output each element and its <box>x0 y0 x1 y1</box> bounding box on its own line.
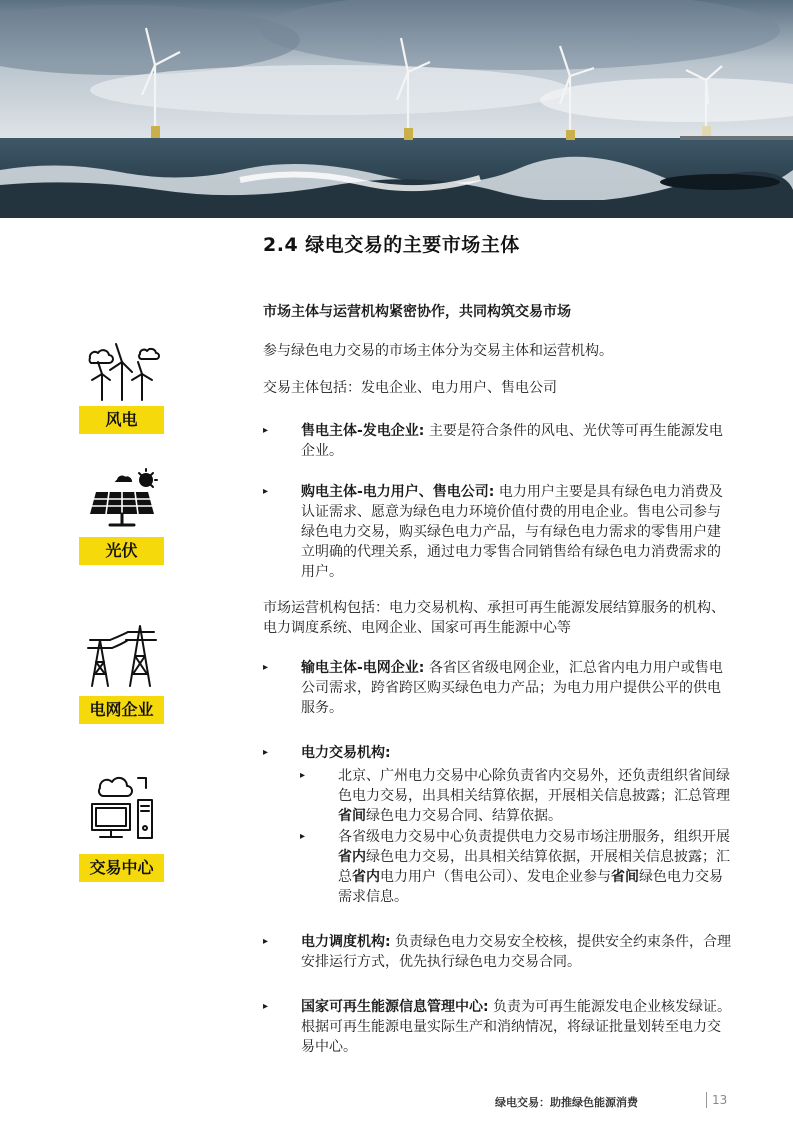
bullet-text: 主要是符合条件的风电、光伏等可再生能源发电企业。 <box>301 423 723 459</box>
sidebar-exchange <box>79 770 164 882</box>
sidebar-solar <box>79 468 164 565</box>
bullet-grid <box>263 658 733 718</box>
footer-divider <box>706 1092 707 1108</box>
solar-panel-icon <box>82 468 162 528</box>
sidebar-label-grid: 电网企业 <box>79 696 164 724</box>
bullet-dispatch <box>263 932 733 972</box>
sub-bullet-emphasis: 省间 <box>338 808 366 824</box>
bullet-text: 负责绿色电力交易安全校核，提供安全约束条件，合理安排运行方式，优先执行绿色电力交易合同。 <box>301 934 732 970</box>
bullet-text: 负责为可再生能源发电企业核发绿证。根据可再生能源电量实际生产和消纳情况，将绿证批量划转至电力交易中心。 <box>301 999 732 1055</box>
sub-bullet-text: 电力用户（售电公司）、发电企业参与 <box>380 869 611 885</box>
paragraph-intro: 参与绿色电力交易的市场主体分为交易主体和运营机构。 <box>263 343 613 359</box>
bullet-exchange <box>263 743 733 763</box>
sidebar-wind <box>79 340 164 434</box>
sub-bullet-marker: ▸ <box>300 770 306 781</box>
sidebar-grid <box>79 618 164 724</box>
bullet-marker: ▸ <box>263 1001 269 1012</box>
sidebar-label-wind: 风电 <box>79 406 164 434</box>
bullet-marker: ▸ <box>263 486 269 497</box>
sub-bullet-national-exchange <box>300 766 730 826</box>
sub-bullet-text: 北京、广州电力交易中心除负责省内交易外，还负责组织省间绿色电力交易，出具相关结算依据，开展相关信息披露；汇总管理 <box>338 768 730 804</box>
bullet-buyer <box>263 482 733 582</box>
bullet-title: 国家可再生能源信息管理中心: <box>301 999 489 1015</box>
wind-turbine-icon <box>82 340 162 402</box>
hero-image <box>0 0 793 218</box>
computer-cloud-icon <box>82 770 162 840</box>
sub-bullet-text: 各省级电力交易中心负责提供电力交易市场注册服务，组织开展 <box>338 829 730 845</box>
paragraph-trading-subjects: 交易主体包括：发电企业、电力用户、售电公司 <box>263 380 557 396</box>
section-title: 2.4 绿电交易的主要市场主体 <box>263 234 520 256</box>
bullet-text: 各省区省级电网企业，汇总省内电力用户或售电公司需求，跨省跨区购买绿色电力产品；为电力用户提供公平的供电服务。 <box>301 660 723 716</box>
bullet-title: 售电主体-发电企业: <box>301 423 425 439</box>
sub-bullet-marker: ▸ <box>300 831 306 842</box>
bullet-text: 电力用户主要是具有绿色电力消费及认证需求、愿意为绿色电力环境价值付费的用电企业。售电公司参与绿色电力交易，购买绿色电力产品，与有绿色电力需求的零售用户建立明确的代理关系，通过电力零售合同销售给有绿色电力消费需求的用户。 <box>301 484 723 580</box>
sidebar-label-exchange: 交易中心 <box>79 854 164 882</box>
bullet-marker: ▸ <box>263 936 269 947</box>
bullet-title: 购电主体-电力用户、售电公司: <box>301 484 495 500</box>
bullet-marker: ▸ <box>263 425 269 436</box>
bullet-marker: ▸ <box>263 662 269 673</box>
bullet-marker: ▸ <box>263 747 269 758</box>
bullet-title: 电力交易机构: <box>301 745 391 761</box>
sub-bullet-emphasis: 省内 <box>352 869 380 885</box>
power-tower-icon <box>82 618 162 688</box>
bullet-seller <box>263 421 733 461</box>
page-number: 13 <box>712 1093 728 1107</box>
sub-bullet-provincial-exchange <box>300 827 730 907</box>
footer-title: 绿电交易：助推绿色能源消费 <box>495 1096 638 1109</box>
sub-bullet-emphasis: 省间 <box>611 869 639 885</box>
sub-bullet-text: 绿色电力交易，出具相关结算依据，开展相关信息披露；汇总 <box>338 849 730 885</box>
sub-bullet-text: 绿色电力交易需求信息。 <box>338 869 723 905</box>
sub-bullet-emphasis: 省内 <box>338 849 366 865</box>
bullet-title: 输电主体-电网企业: <box>301 660 425 676</box>
bullet-title: 电力调度机构: <box>301 934 391 950</box>
sub-bullet-text: 绿色电力交易合同、结算依据。 <box>366 808 562 824</box>
sidebar-label-solar: 光伏 <box>79 537 164 565</box>
paragraph-operators: 市场运营机构包括：电力交易机构、承担可再生能源发展结算服务的机构、电力调度系统、电网企业、国家可再生能源中心等 <box>263 600 725 636</box>
subheading: 市场主体与运营机构紧密协作，共同构筑交易市场 <box>263 304 571 320</box>
bullet-renewable-center <box>263 997 733 1057</box>
